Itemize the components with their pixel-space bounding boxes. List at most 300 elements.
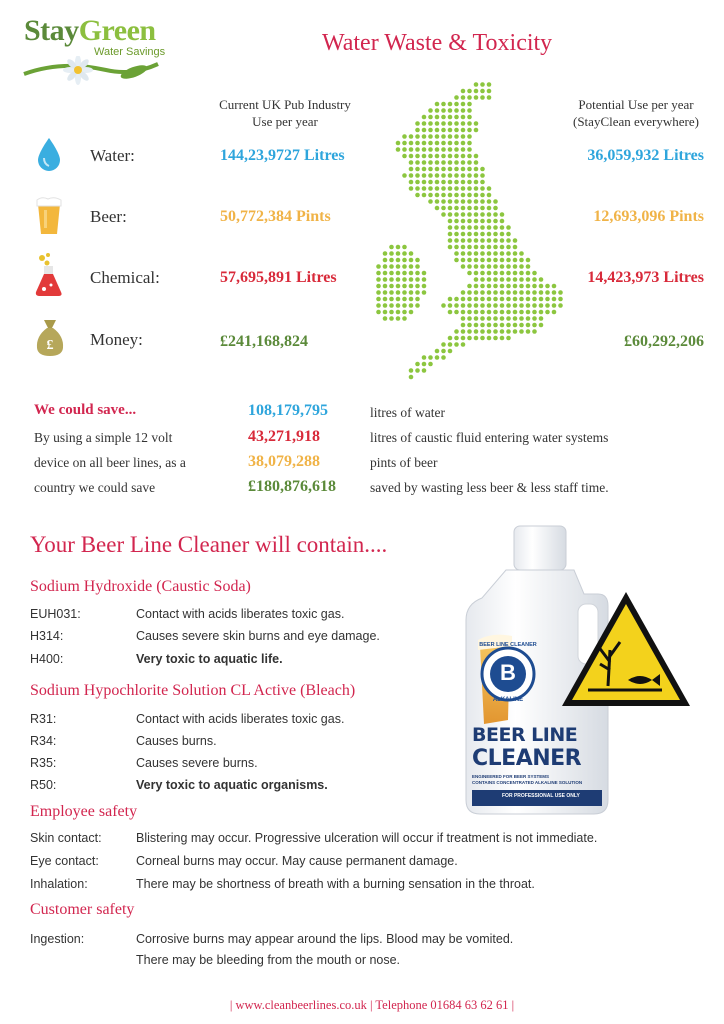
hazard-text: Very toxic to aquatic life. [136, 652, 283, 666]
map-dot [467, 89, 472, 94]
map-dot [506, 271, 511, 276]
map-dot [558, 303, 563, 308]
hazard-text: Causes severe skin burns and eye damage. [136, 629, 380, 643]
map-dot [474, 238, 479, 243]
map-dot [474, 284, 479, 289]
map-dot [532, 316, 537, 321]
current-water-value: 144,23,9727 Litres [220, 147, 345, 164]
map-dot [474, 303, 479, 308]
map-dot [474, 329, 479, 334]
map-dot [480, 323, 485, 328]
savings-water-desc: litres of water [370, 405, 445, 420]
map-dot [409, 173, 414, 178]
map-dot [480, 303, 485, 308]
map-dot [467, 251, 472, 256]
map-dot [422, 355, 427, 360]
map-dot [467, 264, 472, 269]
map-dot [389, 271, 394, 276]
savings-heading: We could save... [34, 402, 137, 418]
map-dot [422, 134, 427, 139]
map-dot [461, 108, 466, 113]
map-dot [415, 362, 420, 367]
map-dot [480, 310, 485, 315]
map-dot [532, 310, 537, 315]
map-dot [435, 180, 440, 185]
map-dot [435, 206, 440, 211]
map-dot [402, 284, 407, 289]
customer-safety-title: Customer safety [30, 901, 135, 918]
map-dot [500, 316, 505, 321]
map-dot [461, 219, 466, 224]
map-dot [480, 89, 485, 94]
map-dot [467, 199, 472, 204]
map-dot [474, 297, 479, 302]
map-dot [480, 82, 485, 87]
map-dot [513, 258, 518, 263]
map-dot [461, 173, 466, 178]
map-dot [415, 277, 420, 282]
map-dot [500, 323, 505, 328]
map-dot [493, 277, 498, 282]
map-dot [513, 303, 518, 308]
money-bag-icon [34, 318, 66, 358]
map-dot [480, 193, 485, 198]
map-dot [480, 277, 485, 282]
map-dot [461, 115, 466, 120]
map-dot [448, 128, 453, 133]
map-dot [467, 102, 472, 107]
map-dot [467, 212, 472, 217]
map-dot [461, 251, 466, 256]
map-dot [480, 290, 485, 295]
bottle-badge-top: BEER LINE CLEANER [479, 642, 537, 648]
map-dot [545, 310, 550, 315]
map-dot [428, 199, 433, 204]
map-dot [409, 271, 414, 276]
map-dot [487, 212, 492, 217]
map-dot [558, 297, 563, 302]
map-dot [487, 245, 492, 250]
map-dot [467, 180, 472, 185]
map-dot [513, 310, 518, 315]
map-dot [474, 212, 479, 217]
map-dot [474, 128, 479, 133]
map-dot [487, 290, 492, 295]
map-dot [519, 258, 524, 263]
map-dot [402, 245, 407, 250]
map-dot [402, 147, 407, 152]
map-dot [441, 199, 446, 204]
map-dot [467, 271, 472, 276]
map-dot [415, 154, 420, 159]
map-dot [415, 284, 420, 289]
map-dot [454, 310, 459, 315]
map-dot [532, 271, 537, 276]
map-dot [435, 154, 440, 159]
map-dot [487, 310, 492, 315]
savings-left-line-1: By using a simple 12 volt [34, 430, 173, 445]
map-dot [461, 258, 466, 263]
map-dot [467, 167, 472, 172]
map-dot [500, 297, 505, 302]
map-dot [448, 212, 453, 217]
map-dot [461, 232, 466, 237]
chemical-flask-icon [32, 252, 66, 298]
map-dot [513, 329, 518, 334]
safety-text: There may be shortness of breath with a burning sensation in the throat. [136, 877, 535, 891]
map-dot [487, 95, 492, 100]
map-dot [396, 284, 401, 289]
map-dot [383, 316, 388, 321]
bottle-badge-letter: B [500, 660, 516, 685]
map-dot [422, 186, 427, 191]
map-dot [487, 258, 492, 263]
map-dot [480, 212, 485, 217]
map-dot [474, 167, 479, 172]
map-dot [448, 310, 453, 315]
map-dot [487, 329, 492, 334]
map-dot [474, 323, 479, 328]
map-dot [506, 238, 511, 243]
savings-money-value: £180,876,618 [248, 478, 336, 495]
map-dot [519, 329, 524, 334]
water-drop-icon [36, 136, 62, 172]
map-dot [493, 258, 498, 263]
map-dot [428, 121, 433, 126]
map-dot [513, 245, 518, 250]
map-dot [500, 290, 505, 295]
map-dot [454, 212, 459, 217]
map-dot [480, 219, 485, 224]
map-dot [500, 277, 505, 282]
map-dot [493, 225, 498, 230]
map-dot [461, 290, 466, 295]
map-dot [461, 95, 466, 100]
map-dot [526, 329, 531, 334]
hazard-code: H314: [30, 629, 64, 643]
map-dot [480, 199, 485, 204]
bottle-warning-text: FOR PROFESSIONAL USE ONLY [502, 793, 580, 799]
map-dot [519, 323, 524, 328]
map-dot [526, 303, 531, 308]
map-dot [454, 219, 459, 224]
map-dot [480, 232, 485, 237]
map-dot [474, 82, 479, 87]
map-dot [480, 329, 485, 334]
map-dot [422, 154, 427, 159]
map-dot [467, 284, 472, 289]
map-dot [441, 180, 446, 185]
savings-beer-desc: pints of beer [370, 455, 438, 470]
savings-left-line-3: country we could save [34, 480, 156, 495]
map-dot [513, 284, 518, 289]
map-dot [506, 303, 511, 308]
map-dot [461, 264, 466, 269]
map-dot [539, 284, 544, 289]
map-dot [409, 303, 414, 308]
map-dot [402, 303, 407, 308]
map-dot [435, 121, 440, 126]
map-dot [402, 310, 407, 315]
map-dot [422, 167, 427, 172]
map-dot [467, 290, 472, 295]
hazard-code: H400: [30, 652, 64, 666]
map-dot [415, 147, 420, 152]
map-dot [480, 180, 485, 185]
map-dot [539, 277, 544, 282]
hazard-code: R31: [30, 712, 57, 726]
map-dot [409, 186, 414, 191]
map-dot [480, 336, 485, 341]
map-dot [487, 264, 492, 269]
map-dot [467, 154, 472, 159]
map-dot [506, 329, 511, 334]
map-dot [402, 290, 407, 295]
map-dot [376, 310, 381, 315]
bleach-title: Sodium Hypochlorite Solution CL Active (Bleach) [30, 682, 356, 699]
map-dot [448, 193, 453, 198]
map-dot [526, 277, 531, 282]
map-dot [383, 258, 388, 263]
map-dot [448, 108, 453, 113]
map-dot [474, 264, 479, 269]
hazard-text: Contact with acids liberates toxic gas. [136, 607, 345, 621]
hazard-code: R34: [30, 734, 57, 748]
map-dot [383, 277, 388, 282]
hazard-code: R50: [30, 778, 57, 792]
map-dot [441, 160, 446, 165]
map-dot [480, 186, 485, 191]
map-dot [467, 323, 472, 328]
map-dot [461, 89, 466, 94]
map-dot [461, 323, 466, 328]
map-dot [415, 180, 420, 185]
map-dot [409, 167, 414, 172]
row-label-money: Money: [90, 330, 143, 349]
map-dot [454, 167, 459, 172]
map-dot [461, 147, 466, 152]
map-dot [487, 336, 492, 341]
map-dot [422, 284, 427, 289]
map-dot [402, 251, 407, 256]
map-dot [454, 121, 459, 126]
map-dot [487, 271, 492, 276]
map-dot [513, 277, 518, 282]
page-title: Water Waste & Toxicity [322, 30, 553, 56]
map-dot [422, 160, 427, 165]
map-dot [415, 134, 420, 139]
map-dot [487, 199, 492, 204]
map-dot [493, 264, 498, 269]
savings-water-value: 108,179,795 [248, 402, 328, 419]
bottle-warning-strip [472, 790, 602, 806]
map-dot [383, 303, 388, 308]
map-dot [454, 115, 459, 120]
map-dot [474, 154, 479, 159]
map-dot [441, 212, 446, 217]
map-dot [454, 329, 459, 334]
map-dot [415, 368, 420, 373]
map-dot [435, 134, 440, 139]
map-dot [435, 193, 440, 198]
map-dot [493, 297, 498, 302]
map-dot [441, 115, 446, 120]
map-dot [474, 173, 479, 178]
savings-left-line-2: device on all beer lines, as a [34, 455, 186, 470]
map-dot [474, 316, 479, 321]
map-dot [422, 362, 427, 367]
map-dot [422, 173, 427, 178]
map-dot [493, 271, 498, 276]
bottle-subtitle-1: ENGINEERED FOR BEER SYSTEMS [472, 774, 550, 779]
map-dot [396, 297, 401, 302]
map-dot [467, 193, 472, 198]
map-dot [441, 102, 446, 107]
map-dot [454, 336, 459, 341]
footer-contact: | www.cleanbeerlines.co.uk | Telephone 01684 63 62 61 | [229, 998, 515, 1012]
map-dot [454, 232, 459, 237]
map-dot [409, 375, 414, 380]
map-dot [415, 186, 420, 191]
map-dot [409, 154, 414, 159]
map-dot [448, 199, 453, 204]
map-dot [428, 173, 433, 178]
map-dot [539, 316, 544, 321]
map-dot [519, 310, 524, 315]
map-dot [474, 258, 479, 263]
map-dot [415, 141, 420, 146]
map-dot [487, 251, 492, 256]
map-dot [519, 251, 524, 256]
map-dot [461, 134, 466, 139]
map-dot [474, 180, 479, 185]
hazard-text: Causes burns. [136, 734, 217, 748]
map-dot [415, 290, 420, 295]
potential-water-value: 36,059,932 Litres [587, 147, 704, 164]
map-dot [448, 115, 453, 120]
map-dot [415, 121, 420, 126]
map-dot [415, 193, 420, 198]
map-dot [409, 141, 414, 146]
potential-beer-value: 12,693,096 Pints [593, 208, 704, 225]
map-dot [552, 284, 557, 289]
map-dot [467, 336, 472, 341]
map-dot [454, 245, 459, 250]
savings-money-desc: saved by wasting less beer & less staff time. [370, 480, 609, 495]
map-dot [402, 277, 407, 282]
map-dot [487, 225, 492, 230]
map-dot [454, 160, 459, 165]
map-dot [500, 303, 505, 308]
map-dot [428, 180, 433, 185]
map-dot [454, 173, 459, 178]
map-dot [461, 141, 466, 146]
map-dot [480, 167, 485, 172]
map-dot [480, 95, 485, 100]
map-dot [435, 186, 440, 191]
map-dot [448, 225, 453, 230]
map-dot [532, 277, 537, 282]
map-dot [467, 245, 472, 250]
map-dot [409, 147, 414, 152]
map-dot [454, 95, 459, 100]
map-dot [454, 193, 459, 198]
map-dot [552, 310, 557, 315]
map-dot [402, 173, 407, 178]
map-dot [461, 245, 466, 250]
map-dot [441, 108, 446, 113]
map-dot [480, 245, 485, 250]
map-dot [383, 310, 388, 315]
map-dot [461, 102, 466, 107]
map-dot [467, 303, 472, 308]
map-dot [383, 290, 388, 295]
map-dot [500, 219, 505, 224]
map-dot [409, 368, 414, 373]
bottle-subtitle-2: CONTAINS CONCENTRATED ALKALINE SOLUTION [472, 780, 583, 785]
map-dot [513, 251, 518, 256]
map-dot [506, 336, 511, 341]
map-dot [396, 271, 401, 276]
map-dot [376, 284, 381, 289]
potential-chemical-value: 14,423,973 Litres [587, 269, 704, 286]
map-dot [448, 180, 453, 185]
map-dot [435, 115, 440, 120]
map-dot [487, 323, 492, 328]
map-dot [467, 160, 472, 165]
map-dot [513, 271, 518, 276]
safety-code: Inhalation: [30, 877, 88, 891]
map-dot [526, 310, 531, 315]
map-dot [545, 290, 550, 295]
potential-money-value: £60,292,206 [624, 333, 704, 350]
map-dot [506, 232, 511, 237]
map-dot [402, 134, 407, 139]
savings-caustic-value: 43,271,918 [248, 428, 320, 445]
map-dot [474, 245, 479, 250]
map-dot [435, 355, 440, 360]
map-dot [513, 264, 518, 269]
map-dot [461, 193, 466, 198]
map-dot [389, 290, 394, 295]
contain-title: Your Beer Line Cleaner will contain.... [30, 532, 388, 557]
map-dot [448, 121, 453, 126]
map-dot [383, 297, 388, 302]
map-dot [389, 303, 394, 308]
hazard-text: Contact with acids liberates toxic gas. [136, 712, 345, 726]
map-dot [519, 271, 524, 276]
map-dot [454, 128, 459, 133]
map-dot [487, 82, 492, 87]
map-dot [389, 264, 394, 269]
map-dot [422, 368, 427, 373]
map-dot [480, 271, 485, 276]
map-dot [461, 336, 466, 341]
map-dot [506, 245, 511, 250]
map-dot [474, 277, 479, 282]
map-dot [448, 232, 453, 237]
map-dot [493, 212, 498, 217]
map-dot [506, 316, 511, 321]
map-dot [396, 316, 401, 321]
map-dot [467, 225, 472, 230]
map-dot [376, 264, 381, 269]
map-dot [500, 245, 505, 250]
map-dot [441, 349, 446, 354]
logo-green: Green [78, 14, 156, 47]
map-dot [448, 167, 453, 172]
bottle-name-line-1: BEER LINE [472, 724, 578, 746]
